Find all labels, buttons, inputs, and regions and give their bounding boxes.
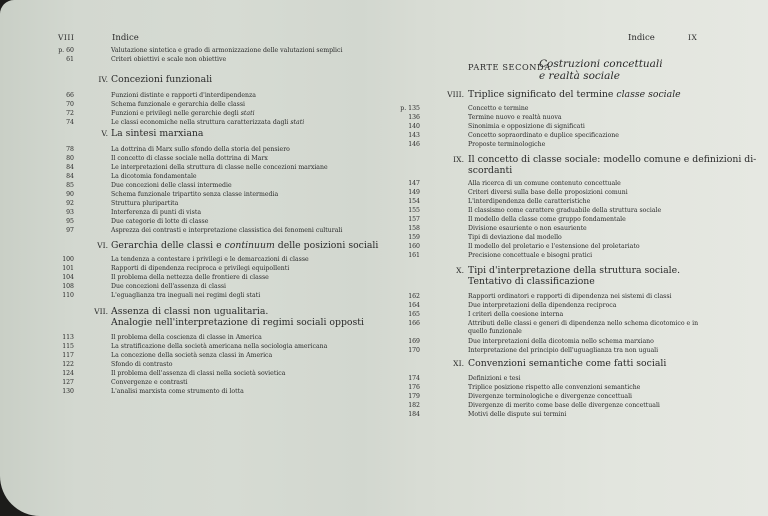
part-label: PARTE SECONDA [468, 62, 551, 72]
page-number: 146 [408, 141, 420, 148]
page-number: 164 [408, 302, 420, 309]
page-number: 95 [66, 218, 74, 225]
entry-title: L'eguaglianza tra ineguali nei regimi degli stati [111, 292, 261, 299]
entry-title: Il concetto di classe sociale nella dottrina di Marx [111, 155, 268, 162]
page-number: 169 [408, 338, 420, 345]
chapter-title: Convenzioni semantiche come fatti sociali [468, 358, 667, 369]
page-number: 85 [66, 182, 74, 189]
chapter-number: IX. [453, 155, 464, 164]
page-number: 115 [62, 343, 74, 350]
page-number: 179 [408, 393, 420, 400]
page-number: 93 [66, 209, 74, 216]
entry-title-italic: stati [240, 110, 255, 117]
entry-title: Struttura pluripartita [111, 200, 179, 207]
page-number: 84 [66, 164, 74, 171]
entry-title: La tendenza a contestare i privilegi e le demarcazioni di classe [111, 256, 309, 263]
page-number: 66 [66, 92, 74, 99]
entry-title: Sfondo di contrasto [111, 361, 173, 368]
entry-title: Due interpretazioni della dicotomia nello schema marxiano [468, 338, 654, 345]
page-number: 155 [408, 207, 420, 214]
entry-title: La dicotomia fondamentale [111, 173, 197, 180]
chapter-title: Triplice significato del termine [468, 89, 617, 100]
chapter-number: XI. [453, 359, 464, 368]
page-number: 147 [408, 180, 420, 187]
page-number: 84 [66, 173, 74, 180]
chapter-title: Tipi d'interpretazione della struttura sociale. [468, 265, 681, 276]
entry-title: Interpretazione del principio dell'uguaglianza tra non uguali [468, 347, 659, 354]
page-number: 159 [408, 234, 420, 241]
entry-title: Due interpretazioni della dipendenza reciproca [468, 302, 617, 309]
chapter-title-italic: classe sociale [616, 89, 681, 100]
entry-title: Schema funzionale e gerarchia delle classi [111, 101, 245, 108]
entry-title: Divisione esauriente o non esauriente [468, 225, 587, 232]
page-number: 162 [408, 293, 420, 300]
page-number: 184 [408, 411, 420, 418]
page-number: 166 [408, 320, 420, 327]
page-number: 90 [66, 191, 74, 198]
chapter-title: Concezioni funzionali [111, 74, 213, 85]
entry-title: Due concezioni delle classi intermedie [111, 182, 232, 189]
entry-title: Il problema della coscienza di classe in America [111, 334, 262, 341]
entry-title: Schema funzionale tripartito senza classe intermedia [111, 191, 279, 198]
entry-title: Definizioni e tesi [468, 375, 521, 382]
entry-title: Il problema dell'assenza di classi nella società sovietica [111, 370, 286, 377]
page-number: 170 [408, 347, 420, 354]
entry-title-italic: stati [290, 119, 305, 126]
entry-title: Termine nuovo e realtà nuova [468, 114, 562, 121]
page-number: 124 [62, 370, 74, 377]
chapter-number: V. [101, 129, 108, 138]
chapter-title: Assenza di classi non ugualitaria. [111, 306, 269, 317]
page-number: 70 [66, 101, 74, 108]
entry-title: Il modello del proletario e l'estensione del proletariato [468, 243, 640, 250]
folio: IX [688, 33, 698, 42]
page-number: 160 [408, 243, 420, 250]
entry-title: Asprezza dei contrasti e interpretazione classistica dei fenomeni culturali [111, 227, 343, 234]
page-number: 117 [62, 352, 74, 359]
entry-title: Sinonimia e opposizione di significati [468, 123, 585, 130]
page-number: 104 [62, 274, 74, 281]
chapter-title: Gerarchia delle classi e [111, 240, 225, 251]
entry-title: La stratificazione della società americana nella sociologia americana [111, 343, 328, 350]
chapter-title-line2: Tentativo di classificazione [468, 276, 595, 287]
entry-title: Rapporti di dipendenza reciproca e privilegi equipollenti [111, 265, 290, 272]
page-number: p. 60 [58, 47, 74, 54]
page-number: 176 [408, 384, 420, 391]
entry-title: I criteri della coesione interna [468, 311, 564, 318]
chapter-number: VIII. [447, 90, 464, 99]
entry-title: L'interdipendenza delle caratteristiche [468, 198, 591, 205]
chapter-title-suffix: delle posizioni sociali [274, 240, 379, 251]
entry-title: Triplice posizione rispetto alle convenzioni semantiche [468, 384, 641, 391]
chapter-number: VI. [97, 241, 108, 250]
entry-title: Le interpretazioni della struttura di classe nelle concezioni marxiane [111, 164, 328, 171]
page-number: 110 [62, 292, 74, 299]
entry-title: Motivi delle dispute sui termini [468, 411, 567, 418]
page-number: 140 [408, 123, 420, 130]
entry-title: Alla ricerca di un comune contenuto concettuale [468, 180, 621, 187]
entry-title: Precisione concettuale e bisogni pratici [468, 252, 593, 259]
page-number: 149 [408, 189, 420, 196]
entry-title: Due concezioni dell'assenza di classi [111, 283, 227, 290]
entry-title: Proposte terminologiche [468, 141, 546, 148]
entry-title: Il modello della classe come gruppo fondamentale [468, 216, 626, 223]
chapter-number: X. [456, 266, 464, 275]
page-number: 154 [408, 198, 420, 205]
page-number: 74 [66, 119, 74, 126]
entry-title: Convergenze e contrasti [111, 379, 188, 386]
part-title-line2: e realtà sociale [539, 70, 621, 82]
entry-title: Interferenza di punti di vista [111, 209, 202, 216]
page-number: 113 [62, 334, 74, 341]
chapter-title: Il concetto di classe sociale: modello comune e definizioni di- [468, 154, 757, 165]
right-page [384, 0, 768, 516]
page-number: 174 [408, 375, 420, 382]
entry-title: Due categorie di lotte di classe [111, 218, 209, 225]
page-number: 182 [408, 402, 420, 409]
entry-title: Il classismo come carattere graduabile della struttura sociale [468, 207, 662, 214]
folio: VIII [58, 33, 75, 42]
running-head: Indice [112, 33, 139, 43]
entry-title: Funzioni distinte e rapporti d'interdipendenza [111, 92, 256, 99]
entry-title: Concetto sopraordinato e duplice specificazione [468, 132, 619, 139]
page-number: 136 [408, 114, 420, 121]
chapter-title: La sintesi marxiana [111, 128, 204, 139]
page-number: 72 [66, 110, 74, 117]
page-number: 80 [66, 155, 74, 162]
entry-title: Valutazione sintetica e grado di armonizzazione delle valutazioni semplici [111, 47, 343, 54]
entry-title: La concezione della società senza classi in America [111, 352, 273, 359]
chapter-title-line2: Analogie nell'interpretazione di regimi sociali opposti [111, 317, 364, 328]
part-title: Costruzioni concettuali [539, 58, 663, 70]
entry-title: L'analisi marxista come strumento di lotta [111, 388, 244, 395]
page-number: 130 [62, 388, 74, 395]
entry-title: Criteri obiettivi e scale non obiettive [111, 56, 227, 63]
entry-title: Divergenze terminologiche e divergenze concettuali [468, 393, 633, 400]
entry-title: Attributi delle classi e generi di dipendenza nello schema dicotomico e in [468, 320, 699, 327]
page-number: p. 135 [400, 105, 420, 112]
entry-title: Tipi di deviazione dal modello [468, 234, 562, 241]
page-number: 100 [62, 256, 74, 263]
page-number: 61 [66, 56, 74, 63]
chapter-title-italic: continuum [224, 240, 275, 251]
page-number: 78 [66, 146, 74, 153]
entry-title: La dottrina di Marx sullo sfondo della storia del pensiero [111, 146, 290, 153]
page-number: 157 [408, 216, 420, 223]
entry-title-line2: quello funzionale [468, 328, 522, 335]
page-number: 108 [62, 283, 74, 290]
page-number: 143 [408, 132, 420, 139]
entry-title: Rapporti ordinatori e rapporti di dipendenza nei sistemi di classi [468, 293, 672, 300]
entry-title: Divergenze di merito come base delle divergenze concettuali [468, 402, 660, 409]
page-number: 92 [66, 200, 74, 207]
entry-title: Concetto e termine [468, 105, 529, 112]
page-number: 97 [66, 227, 74, 234]
page-number: 161 [408, 252, 420, 259]
entry-title: Funzioni e privilegi nelle gerarchie degli [111, 110, 241, 117]
entry-title: Le classi economiche nella struttura caratterizzata dagli [111, 119, 291, 126]
entry-title: Il problema della nettezza delle frontiere di classe [111, 274, 269, 281]
entry-title: Criteri diversi sulla base delle proposizioni comuni [468, 189, 628, 196]
page-number: 127 [62, 379, 74, 386]
chapter-number: IV. [98, 75, 108, 84]
page-number: 122 [62, 361, 74, 368]
page-number: 101 [62, 265, 74, 272]
page-number: 158 [408, 225, 420, 232]
running-head: Indice [628, 33, 655, 43]
chapter-number: VII. [94, 307, 108, 316]
chapter-title-line2: scordanti [468, 165, 513, 176]
page-number: 165 [408, 311, 420, 318]
